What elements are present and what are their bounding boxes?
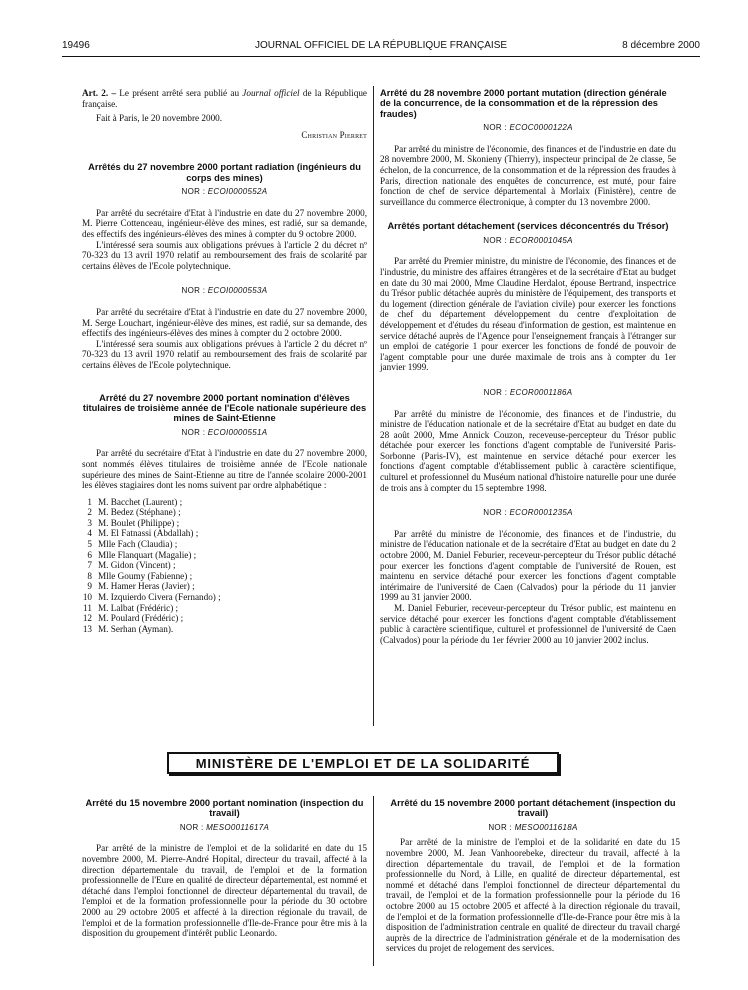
paragraph: Par arrêté de la ministre de l'emploi et de la solidarité en date du 15 novembre 2000, M. Jean Vanhoorebeke, directeur du travail, affecté à la direction départementale du travail, de l'emploi et de la formation professionnelle du Nord, à Lille, en qualité de directeur départemental, est nommé et détaché dans l'emploi fonctionnel de directeur départemental du travail, de l'emploi et de la formation professionnelle pour la période du 16 octobre 2000 au 15 octobre 2005 et affecté à la direction régionale du travail, de l'emploi et de la formation professionnelle d'Ile-de-France pour être mis à la disposition de l'administration centrale en qualité de directeur du travail chargé auprès de la directrice de l'administration générale et de la modernisation des services du projet de relogement des services. xyxy=(386,837,680,954)
bottom-right-column xyxy=(386,798,680,954)
paragraph: Par arrêté de la ministre de l'emploi et de la solidarité en date du 15 novembre 2000, M. Pierre-André Hopital, directeur du travail, affecté à la direction départementale du travail, de l'emploi et de la formation professionnelle de l'Eure en qualité de directeur départemental, est nommé et détaché dans l'emploi fonctionnel de directeur départemental du travail, de l'emploi et de la formation professionnelle pour la période du 30 octobre 2000 au 29 octobre 2005 et affecté à la direction régionale du travail, de l'emploi et de la formation professionnelle d'Ile-de-France pour être mis à la disposition du groupement d'intérêt public Leonardo. xyxy=(82,843,367,939)
nor-value: ECOI0000551A xyxy=(207,427,268,437)
journal-officiel-ref: Journal officiel xyxy=(242,88,300,98)
list-number: 3 xyxy=(87,517,92,528)
list-number: 11 xyxy=(83,602,92,613)
right-column xyxy=(380,88,676,645)
list-number: 13 xyxy=(82,623,92,634)
nor-label: NOR : xyxy=(181,187,208,197)
list-number: 6 xyxy=(87,549,92,560)
list-number: 10 xyxy=(82,592,92,603)
nor-reference xyxy=(380,123,676,134)
pupil-name: M. Izquierdo Civera (Fernando) ; xyxy=(98,592,221,603)
header-rule xyxy=(62,56,700,57)
list-item xyxy=(82,571,367,582)
article-2 xyxy=(82,88,367,109)
nor-label: NOR : xyxy=(483,508,510,518)
list-item xyxy=(82,528,367,539)
list-number: 9 xyxy=(87,581,92,592)
nor-reference xyxy=(380,236,676,247)
list-item xyxy=(82,592,367,603)
nor-reference xyxy=(82,187,367,198)
nor-value: ECOR0001186A xyxy=(509,387,573,397)
column-divider xyxy=(373,86,374,726)
nor-reference xyxy=(386,823,680,834)
nor-value: ECOR0001235A xyxy=(509,508,573,518)
list-item xyxy=(82,507,367,518)
pupil-name: M. El Fatnassi (Abdallah) ; xyxy=(98,528,199,539)
left-column xyxy=(82,88,367,634)
paragraph: Par arrêté du secrétaire d'Etat à l'industrie en date du 27 novembre 2000, M. Pierre Cottenceau, ingénieur-élève des mines, est radié, sur sa demande, des effectifs des ingénieurs-élèves des mines à compter du 9 octobre 2000. xyxy=(82,207,367,239)
pupil-name: M. Serhan (Ayman). xyxy=(98,623,174,634)
list-number: 12 xyxy=(82,613,92,624)
pupil-name: Mlle Goumy (Fabienne) ; xyxy=(98,570,193,581)
nor-label: NOR : xyxy=(483,387,510,397)
list-item xyxy=(82,581,367,592)
nor-label: NOR : xyxy=(181,286,208,296)
fait-a-paris: Fait à Paris, le 20 novembre 2000. xyxy=(96,113,223,124)
paragraph: M. Daniel Feburier, receveur-percepteur du Trésor public, est maintenu en service détaché pour exercer les fonctions d'agent comptable d'établissement public à caractère scientifique, culturel et professionnel de l'université de Caen (Calvados) pour la période du 1er février 2000 au 10 janvier 2002 inclus. xyxy=(380,603,676,645)
section-title-nomination-eleves: Arrêté du 27 novembre 2000 portant nomination d'élèves titulaires de troisième année de l'Ecole nationale supérieure des mines de Saint-Etienne xyxy=(82,392,367,424)
pupil-name: M. Boulet (Philippe) ; xyxy=(98,517,180,528)
paragraph: Par arrêté du secrétaire d'Etat à l'industrie en date du 27 novembre 2000, sont nommés élèves titulaires de troisième année de l'Ecole nationale supérieure des mines de Saint-Etienne au titre de l'année scolaire 2000-2001 les élèves stagiaires dont les noms suivent par ordre alphabétique : xyxy=(82,448,367,491)
nor-value: ECOI0000553A xyxy=(207,286,268,296)
list-item xyxy=(82,603,367,614)
section-title-radiation: Arrêtés du 27 novembre 2000 portant radiation (ingénieurs du corps des mines) xyxy=(88,162,361,183)
nor-value: ECOC0000122A xyxy=(509,123,573,133)
pupil-name: M. Poulard (Frédéric) ; xyxy=(98,613,184,624)
section-title-detachement-inspection: Arrêté du 15 novembre 2000 portant détachement (inspection du travail) xyxy=(390,798,676,819)
pupil-name: M. Bedez (Stéphane) ; xyxy=(98,507,181,518)
nor-reference xyxy=(380,388,676,399)
issue-date: 8 décembre 2000 xyxy=(622,40,700,51)
list-item xyxy=(82,560,367,571)
nor-value: ECOR0001045A xyxy=(509,235,573,245)
journal-title: JOURNAL OFFICIEL DE LA RÉPUBLIQUE FRANÇAISE xyxy=(254,40,508,51)
list-item xyxy=(82,539,367,550)
signature: Christian Pierret xyxy=(301,129,367,140)
article-2-text-a: Le présent arrêté sera publié au xyxy=(116,88,243,98)
nor-label: NOR : xyxy=(181,427,208,437)
paragraph: L'intéressé sera soumis aux obligations prévues à l'article 2 du décret nº 70-323 du 13 avril 1970 relatif au remboursement des frais de scolarité par certains élèves de l'Ecole polytechnique. xyxy=(82,338,367,370)
paragraph: L'intéressé sera soumis aux obligations prévues à l'article 2 du décret nº 70-323 du 13 avril 1970 relatif au remboursement des frais de scolarité par certains élèves de l'Ecole polytechnique. xyxy=(82,239,367,271)
section-title-nomination-inspection: Arrêté du 15 novembre 2000 portant nomination (inspection du travail) xyxy=(85,798,364,819)
nor-reference xyxy=(82,428,367,439)
bottom-left-column xyxy=(82,798,367,939)
section-title-mutation: Arrêté du 28 novembre 2000 portant mutation (direction générale de la concurrence, de la consommation et de la répression des fraudes) xyxy=(380,88,667,119)
paragraph: Par arrêté du ministre de l'économie, des finances et de l'industrie en date du 28 novembre 2000, M. Skonieny (Thierry), inspecteur principal de 2e classe, 5e échelon, de la concurrence, de la consommation et de la répression des fraudes à Paris, direction nationale des enquêtes de concurrence, est muté, pour faire fonction de chef de service départemental à Morlaix (Finistère), centre de surveillance du commerce électronique, à compter du 13 novembre 2000. xyxy=(380,143,676,207)
list-item xyxy=(82,497,367,508)
pupil-name: M. Lalbat (Frédéric) ; xyxy=(98,602,179,613)
page-header xyxy=(62,40,700,56)
nor-reference xyxy=(380,508,676,519)
paragraph: Par arrêté du Premier ministre, du ministre de l'économie, des finances et de l'industrie, du ministre des affaires étrangères et de la secrétaire d'Etat au budget en date du 30 mai 2000, Mme Claudine Herdalot, épouse Bertrand, inspectrice du Trésor public détachée auprès du ministère de l'équipement, des transports et du logement (direction générale de l'aviation civile) pour exercer les fonctions de chef du département développement du centre d'exploitation de développement et d'études du réseau d'information de gestion, est maintenue en service détaché auprès de l'Agence pour l'enseignement français à l'étranger sur un emploi de catégorie 1 pour exercer les fonctions de fondé de pouvoir de l'agent comptable pour une durée maximale de trois ans à compter du 1er janvier 1999. xyxy=(380,256,676,373)
list-item xyxy=(82,613,367,624)
section-title-detachement-tresor: Arrêtés portant détachement (services déconcentrés du Trésor) xyxy=(387,221,669,232)
column-divider xyxy=(373,796,374,966)
article-2-label: Art. 2. – xyxy=(82,88,117,98)
list-number: 4 xyxy=(87,528,92,539)
list-item xyxy=(82,550,367,561)
nor-value: MESO0011617A xyxy=(206,822,270,832)
list-number: 8 xyxy=(87,570,92,581)
paragraph: Par arrêté du secrétaire d'Etat à l'industrie en date du 27 novembre 2000, M. Serge Louchart, ingénieur-élève des mines, est radié, sur sa demande, des effectifs des ingénieurs-élèves des mines à compter du 2 octobre 2000. xyxy=(82,306,367,339)
list-number: 7 xyxy=(87,560,92,571)
nor-value: MESO0011618A xyxy=(514,822,578,832)
pupil-name: M. Bacchet (Laurent) ; xyxy=(98,496,183,507)
pupil-name: Mlle Fach (Claudia) ; xyxy=(98,539,178,550)
list-number: 2 xyxy=(87,507,92,518)
pupil-name: M. Hamer Heras (Javier) ; xyxy=(98,581,195,592)
pupil-name: M. Gidon (Vincent) ; xyxy=(98,560,176,571)
list-number: 1 xyxy=(87,496,92,507)
list-item xyxy=(82,624,367,635)
nor-label: NOR : xyxy=(488,822,515,832)
nor-label: NOR : xyxy=(179,822,207,832)
nor-value: ECOI0000552A xyxy=(207,187,268,197)
nor-reference xyxy=(82,823,367,834)
list-number: 5 xyxy=(87,539,92,550)
nor-reference xyxy=(82,286,367,297)
paragraph: Par arrêté du ministre de l'économie, des finances et de l'industrie, du ministre de l'éducation nationale et de la secrétaire d'Etat au budget en date du 2 octobre 2000, M. Daniel Feburier, receveur-percepteur du Trésor public détaché pour exercer les fonctions d'agent comptable de l'université de Rouen, est maintenu en service détaché pour exercer les fonctions d'agent comptable intérimaire de l'université de Caen (Calvados) pour la période du 11 janvier 1999 au 31 janvier 2000. xyxy=(380,528,676,603)
pupil-list xyxy=(82,497,367,635)
paragraph: Par arrêté du ministre de l'économie, des finances et de l'industrie, du ministre de l'éducation nationale et de la secrétaire d'Etat au budget en date du 28 août 2000, Mme Annick Couzon, receveuse-percepteur du Trésor public détachée pour exercer les fonctions d'agent comptable de l'université Paris-Sorbonne (Paris-IV), est maintenue en service détaché pour exercer les fonctions d'agent comptable d'établissement public à caractère scientifique, culturel et professionnel du Muséum national d'histoire naturelle pour une durée de trois ans à compter du 15 septembre 1998. xyxy=(380,408,676,493)
pupil-name: Mlle Flanquart (Magalie) ; xyxy=(98,549,197,560)
page-number: 19496 xyxy=(62,40,90,51)
ministry-heading: MINISTÈRE DE L'EMPLOI ET DE LA SOLIDARITÉ xyxy=(167,752,559,774)
article-2-text-b: de la République française. xyxy=(82,88,368,109)
list-item xyxy=(82,518,367,529)
nor-label: NOR : xyxy=(483,235,510,245)
nor-label: NOR : xyxy=(483,123,510,133)
